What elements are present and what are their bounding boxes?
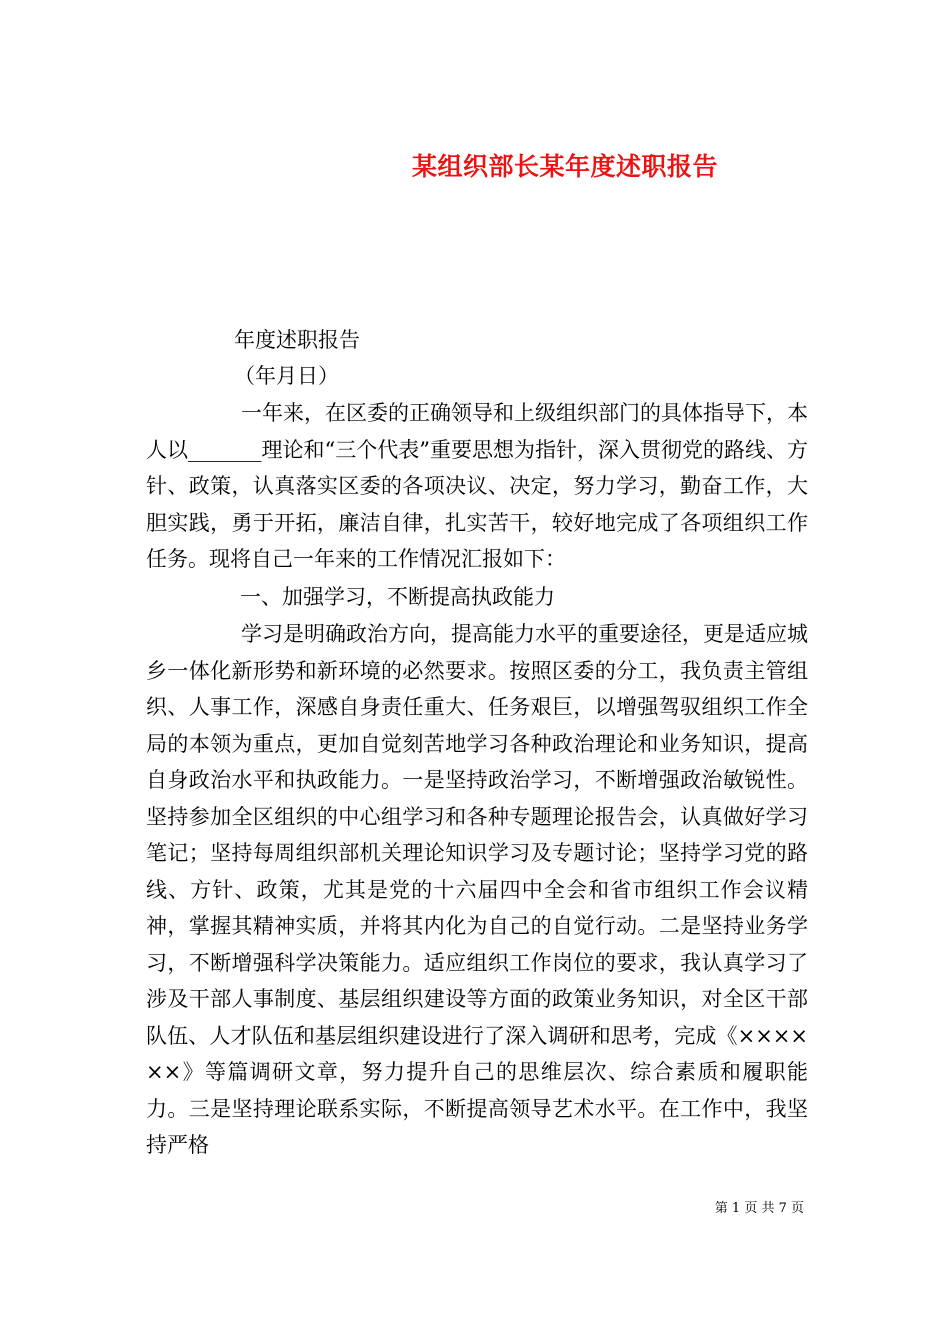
intro-paragraph: 一年来，在区委的正确领导和上级组织部门的具体指导下，本人以_______理论和“三个代表”重要思想为指针，深入贯彻党的路线、方针、政策，认真落实区委的各项决议、决定，努力学习，勤奋工作，大胆实践，勇于开拓，廉洁自律，扎实苦干，较好地完成了各项组织工作任务。现将自己一年来的工作情况汇报如下： (146, 401, 808, 571)
section-heading: 一、加强学习，不断提高执政能力 (240, 585, 555, 609)
study-paragraph: 学习是明确政治方向，提高能力水平的重要途径，更是适应城乡一体化新形势和新环境的必然要求。按照区委的分工，我负责主管组织、人事工作，深感自身责任重大、任务艰巨，以增强驾驭组织工作全局的本领为重点，更加自觉刻苦地学习各种政治理论和业务知识，提高自身政治水平和执政能力。一是坚持政治学习，不断增强政治敏锐性。坚持参加全区组织的中心组学习和各种专题理论报告会，认真做好学习笔记；坚持每周组织部机关理论知识学习及专题讨论；坚持学习党的路线、方针、政策，尤其是党的十六届四中全会和省市组织工作会议精神，掌握其精神实质，并将其内化为自己的自觉行动。二是坚持业务学习，不断增强科学决策能力。适应组织工作岗位的要求，我认真学习了涉及干部人事制度、基层组织建设等方面的政策业务知识，对全区干部队伍、人才队伍和基层组织建设进行了深入调研和思考，完成《××××××》等篇调研文章，努力提升自己的思维层次、综合素质和履职能力。三是坚持理论联系实际，不断提高领导艺术水平。在工作中，我坚持严格 (146, 622, 808, 1157)
page-title: 某组织部长某年度述职报告 (411, 151, 718, 181)
report-subtitle: 年度述职报告 (234, 328, 360, 352)
date-line: （年月日） (234, 364, 339, 388)
page-number-footer: 第 1 页 共 7 页 (714, 1201, 804, 1216)
